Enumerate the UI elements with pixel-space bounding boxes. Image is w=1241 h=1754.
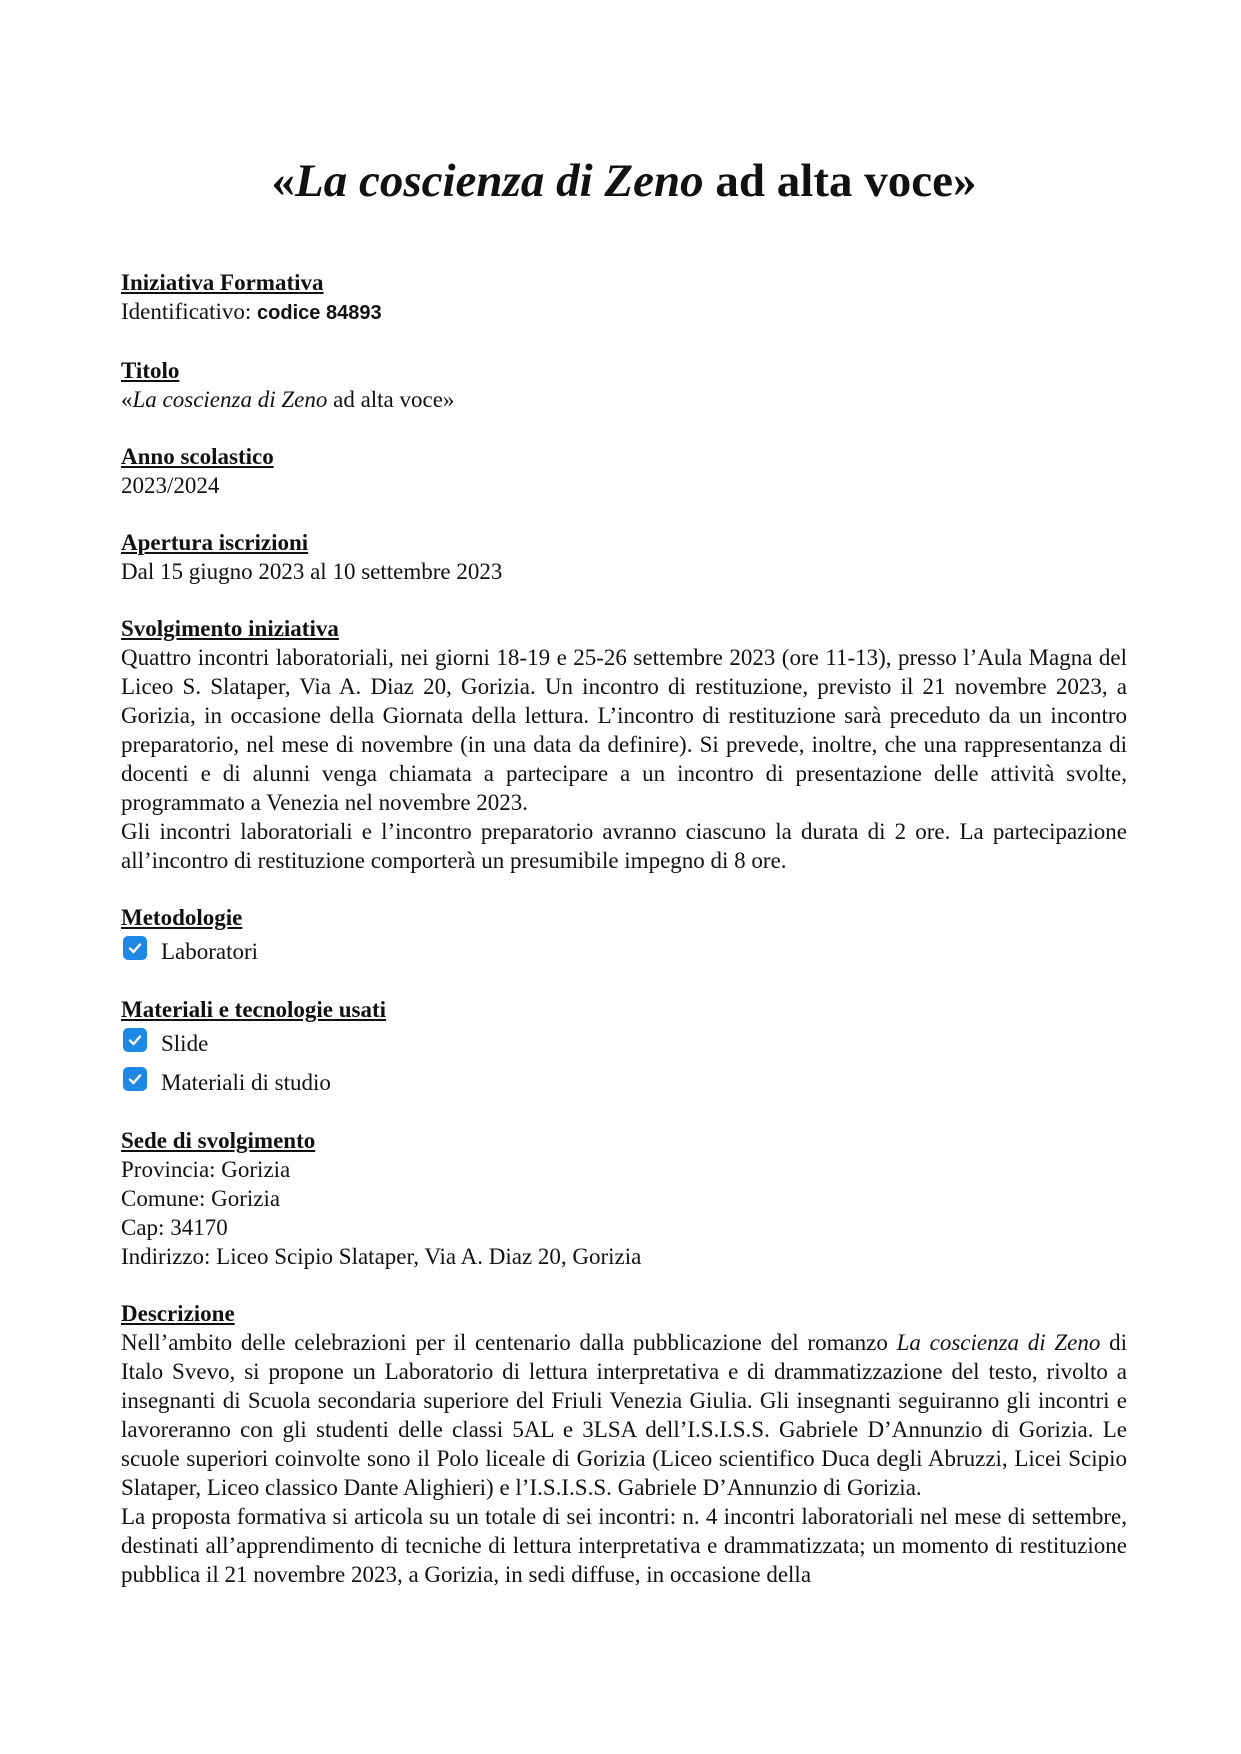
sede-indirizzo: Indirizzo: Liceo Scipio Slataper, Via A. Diaz 20, Gorizia bbox=[121, 1244, 642, 1269]
document-title: «La coscienza di Zeno ad alta voce» bbox=[271, 155, 977, 207]
document-page bbox=[121, 150, 1127, 1617]
sede-provincia: Provincia: Gorizia bbox=[121, 1157, 291, 1182]
checkbox-checked-icon[interactable] bbox=[123, 936, 147, 960]
svolgimento-paragraph-1: Quattro incontri laboratoriali, nei giorni 18-19 e 25-26 settembre 2023 (ore 11-13), presso l’Aula Magna del Liceo S. Slataper, Via A. Diaz 20, Gorizia. Un incontro di restituzione, previsto il 21 novembre 2023, a Gorizia, in occasione della Giornata della lettura. L’incontro di restituzione sarà preceduto da un incontro preparatorio, nel mese di novembre (in una data da definire). Si prevede, inoltre, che una rappresentanza di docenti e di alunni venga chiamata a partecipare a un incontro di presentazione delle attività svolte, programmato a Venezia nel novembre 2023. bbox=[121, 645, 1127, 815]
section-svolgimento bbox=[121, 614, 1127, 875]
section-metodologie bbox=[121, 903, 1127, 971]
apertura-value: Dal 15 giugno 2023 al 10 settembre 2023 bbox=[121, 559, 503, 584]
heading-apertura: Apertura iscrizioni bbox=[121, 530, 309, 555]
section-sede bbox=[121, 1126, 1127, 1271]
identificativo-line: Identificativo: codice 84893 bbox=[121, 299, 382, 324]
section-anno bbox=[121, 442, 1127, 500]
section-apertura bbox=[121, 528, 1127, 586]
title-italic: La coscienza di Zeno bbox=[295, 155, 704, 207]
heading-svolgimento: Svolgimento iniziativa bbox=[121, 616, 339, 641]
section-iniziativa bbox=[121, 268, 1127, 328]
checkbox-row-slide[interactable] bbox=[121, 1024, 1127, 1063]
checkbox-checked-icon[interactable] bbox=[123, 1028, 147, 1052]
heading-titolo: Titolo bbox=[121, 358, 180, 383]
descrizione-paragraph-1: Nell’ambito delle celebrazioni per il centenario dalla pubblicazione del romanzo La coscienza di Zeno di Italo Svevo, si propone un Laboratorio di lettura interpretativa e di drammatizzazione del testo, rivolto a insegnanti di Scuola secondaria superiore del Friuli Venezia Giulia. Gli insegnanti seguiranno gli incontri e lavoreranno con gli studenti delle classi 5AL e 3LSA dell’I.S.I.S.S. Gabriele D’Annunzio di Gorizia. Le scuole superiori coinvolte sono il Polo liceale di Gorizia (Liceo scientifico Duca degli Abruzzi, Licei Scipio Slataper, Liceo classico Dante Alighieri) e l’I.S.I.S.S. Gabriele D’Annunzio di Gorizia. bbox=[121, 1330, 1127, 1500]
heading-iniziativa: Iniziativa Formativa bbox=[121, 270, 324, 295]
codice-value: codice 84893 bbox=[257, 302, 382, 324]
sede-comune: Comune: Gorizia bbox=[121, 1186, 281, 1211]
checkbox-label: Slide bbox=[161, 1030, 209, 1056]
titolo-value: «La coscienza di Zeno ad alta voce» bbox=[121, 387, 455, 412]
section-materiali bbox=[121, 995, 1127, 1102]
heading-sede: Sede di svolgimento bbox=[121, 1128, 316, 1153]
checkbox-checked-icon[interactable] bbox=[123, 1067, 147, 1091]
checkbox-label: Materiali di studio bbox=[161, 1069, 331, 1095]
descrizione-paragraph-2: La proposta formativa si articola su un totale di sei incontri: n. 4 incontri laboratoriali nel mese di settembre, destinati all’apprendimento di tecniche di lettura interpretativa e drammatizzata; un momento di restituzione pubblica il 21 novembre 2023, a Gorizia, in sedi diffuse, in occasione della bbox=[121, 1504, 1127, 1587]
svolgimento-paragraph-2: Gli incontri laboratoriali e l’incontro preparatorio avranno ciascuno la durata di 2 ore. La partecipazione all’incontro di restituzione comporterà un presumibile impegno di 8 ore. bbox=[121, 819, 1127, 873]
sede-cap: Cap: 34170 bbox=[121, 1215, 228, 1240]
section-titolo bbox=[121, 356, 1127, 414]
heading-metodologie: Metodologie bbox=[121, 905, 243, 930]
anno-value: 2023/2024 bbox=[121, 473, 220, 498]
checkbox-row-materiali-studio[interactable] bbox=[121, 1063, 1127, 1102]
heading-anno: Anno scolastico bbox=[121, 444, 274, 469]
checkbox-row-laboratori[interactable] bbox=[121, 932, 1127, 971]
heading-descrizione: Descrizione bbox=[121, 1301, 235, 1326]
checkbox-label: Laboratori bbox=[161, 938, 259, 964]
section-descrizione bbox=[121, 1299, 1127, 1589]
heading-materiali: Materiali e tecnologie usati bbox=[121, 997, 387, 1022]
